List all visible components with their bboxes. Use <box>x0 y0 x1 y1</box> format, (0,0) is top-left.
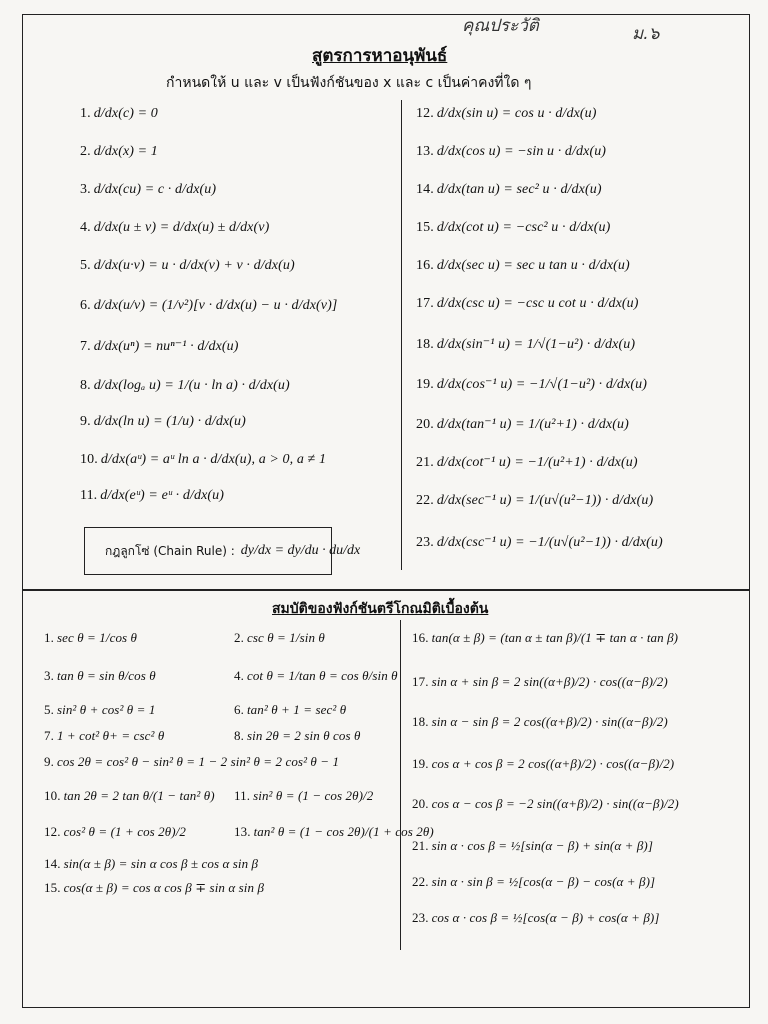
trig-formula: 18. sin α − sin β = 2 cos((α+β)/2) · sin((α−β)/2) <box>412 714 668 729</box>
trig-formula: 21. sin α · cos β = ½[sin(α − β) + sin(α + β)] <box>412 838 654 853</box>
derivative-formula: 18. d/dx(sin⁻¹ u) = 1/√(1−u²) · d/dx(u) <box>416 337 636 352</box>
derivative-formula: 1. d/dx(c) = 0 <box>80 106 158 121</box>
column-divider-bottom <box>400 620 401 950</box>
derivative-formula: 10. d/dx(aᵘ) = aᵘ ln a · d/dx(u), a > 0, a ≠ 1 <box>80 452 327 467</box>
derivatives-subtitle: กำหนดให้ u และ v เป็นฟังก์ชันของ x และ c เป็นค่าคงที่ใด ๆ <box>166 75 532 91</box>
derivative-formula: 15. d/dx(cot u) = −csc² u · d/dx(u) <box>416 220 611 235</box>
trig-formula: 20. cos α − cos β = −2 sin((α+β)/2) · sin((α−β)/2) <box>412 796 679 811</box>
chain-rule-formula: dy/dx = dy/du · du/dx <box>240 543 361 558</box>
column-divider-top <box>401 100 402 570</box>
trig-formula: 23. cos α · cos β = ½[cos(α − β) + cos(α + β)] <box>412 910 660 925</box>
derivative-formula: 13. d/dx(cos u) = −sin u · d/dx(u) <box>416 144 607 159</box>
trig-formula: 15. cos(α ± β) = cos α cos β ∓ sin α sin β <box>44 880 265 895</box>
handwritten-class: ม.๖ <box>632 24 660 44</box>
derivative-formula: 19. d/dx(cos⁻¹ u) = −1/√(1−u²) · d/dx(u) <box>416 377 647 392</box>
trig-formula: 22. sin α · sin β = ½[cos(α − β) − cos(α + β)] <box>412 874 656 889</box>
derivative-formula: 3. d/dx(cu) = c · d/dx(u) <box>80 182 217 197</box>
derivative-formula: 21. d/dx(cot⁻¹ u) = −1/(u²+1) · d/dx(u) <box>416 455 638 470</box>
derivative-formula: 14. d/dx(tan u) = sec² u · d/dx(u) <box>416 182 602 197</box>
trig-formula: 8. sin 2θ = 2 sin θ cos θ <box>234 728 361 743</box>
trig-formula: 4. cot θ = 1/tan θ = cos θ/sin θ <box>234 668 398 683</box>
trig-formula: 3. tan θ = sin θ/cos θ <box>44 668 156 683</box>
trig-formula: 2. csc θ = 1/sin θ <box>234 630 325 645</box>
derivative-formula: 16. d/dx(sec u) = sec u tan u · d/dx(u) <box>416 258 630 273</box>
trig-formula: 16. tan(α ± β) = (tan α ± tan β)/(1 ∓ tan α · tan β) <box>412 630 679 645</box>
trig-formula: 9. cos 2θ = cos² θ − sin² θ = 1 − 2 sin² θ = 2 cos² θ − 1 <box>44 754 340 769</box>
trig-formula: 13. tan² θ = (1 − cos 2θ)/(1 + cos 2θ) <box>234 824 434 839</box>
trig-formula: 11. sin² θ = (1 − cos 2θ)/2 <box>234 788 374 803</box>
trig-formula: 5. sin² θ + cos² θ = 1 <box>44 702 156 717</box>
trig-formula: 12. cos² θ = (1 + cos 2θ)/2 <box>44 824 187 839</box>
derivatives-title: สูตรการหาอนุพันธ์ <box>312 46 448 66</box>
derivative-formula: 17. d/dx(csc u) = −csc u cot u · d/dx(u) <box>416 296 639 311</box>
derivative-formula: 12. d/dx(sin u) = cos u · d/dx(u) <box>416 106 597 121</box>
derivative-formula: 5. d/dx(u·v) = u · d/dx(v) + v · d/dx(u) <box>80 258 295 273</box>
section-divider <box>22 589 750 591</box>
derivative-formula: 11. d/dx(eᵘ) = eᵘ · d/dx(u) <box>80 488 225 503</box>
derivative-formula: 6. d/dx(u/v) = (1/v²)[v · d/dx(u) − u · d/dx(v)] <box>80 298 338 313</box>
derivative-formula: 2. d/dx(x) = 1 <box>80 144 158 159</box>
chain-rule-label: กฎลูกโซ่ (Chain Rule) : <box>105 543 235 558</box>
derivative-formula: 23. d/dx(csc⁻¹ u) = −1/(u√(u²−1)) · d/dx(u) <box>416 535 663 550</box>
trig-formula: 1. sec θ = 1/cos θ <box>44 630 138 645</box>
derivative-formula: 9. d/dx(ln u) = (1/u) · d/dx(u) <box>80 414 246 429</box>
trig-formula: 6. tan² θ + 1 = sec² θ <box>234 702 347 717</box>
chain-rule-box <box>84 527 361 575</box>
trig-formula: 17. sin α + sin β = 2 sin((α+β)/2) · cos((α−β)/2) <box>412 674 668 689</box>
trig-formula: 14. sin(α ± β) = sin α cos β ± cos α sin β <box>44 856 259 871</box>
handwritten-name: คุณประวัติ <box>462 16 539 36</box>
derivative-formula: 7. d/dx(uⁿ) = nuⁿ⁻¹ · d/dx(u) <box>80 339 239 354</box>
derivative-formula: 20. d/dx(tan⁻¹ u) = 1/(u²+1) · d/dx(u) <box>416 417 629 432</box>
trig-title: สมบัติของฟังก์ชันตรีโกณมิติเบื้องต้น <box>272 601 489 617</box>
derivative-formula: 4. d/dx(u ± v) = d/dx(u) ± d/dx(v) <box>80 220 270 235</box>
trig-formula: 10. tan 2θ = 2 tan θ/(1 − tan² θ) <box>44 788 215 803</box>
trig-formula: 7. 1 + cot² θ+ = csc² θ <box>44 728 165 743</box>
derivative-formula: 8. d/dx(logₐ u) = 1/(u · ln a) · d/dx(u) <box>80 378 290 393</box>
trig-formula: 19. cos α + cos β = 2 cos((α+β)/2) · cos((α−β)/2) <box>412 756 675 771</box>
derivative-formula: 22. d/dx(sec⁻¹ u) = 1/(u√(u²−1)) · d/dx(u) <box>416 493 654 508</box>
